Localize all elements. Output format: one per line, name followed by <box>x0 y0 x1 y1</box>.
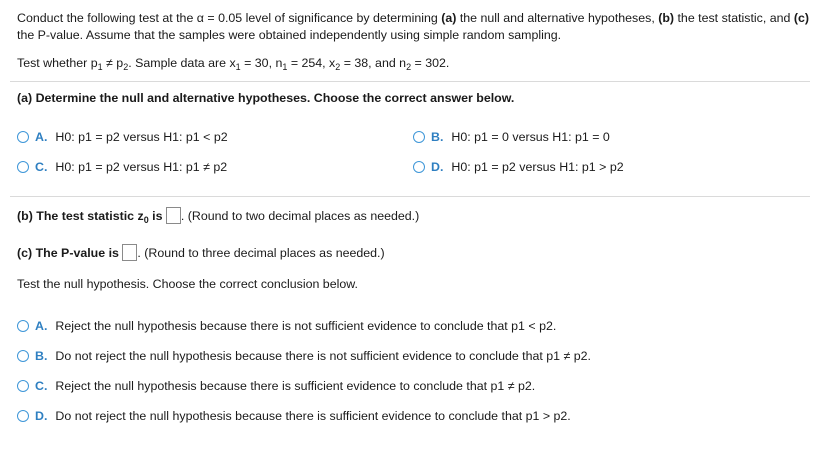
subscript: 2 <box>123 62 129 72</box>
hypothesis-option-a[interactable] <box>17 130 228 144</box>
option-letter: D. <box>35 409 48 423</box>
hypothesis-option-c[interactable] <box>17 160 227 174</box>
option-text: H0: p1 = 0 versus H1: p1 = 0 <box>451 130 610 144</box>
radio-button-unselected-icon[interactable] <box>17 161 29 173</box>
intro-text-4: the test statistic, and <box>674 11 794 25</box>
conclusion-option-b[interactable] <box>17 349 591 363</box>
hypothesis-option-d[interactable] <box>413 160 624 174</box>
part-b-question <box>17 207 419 224</box>
part-c-hint: . (Round to three decimal places as needed.) <box>137 246 385 260</box>
option-text: Do not reject the null hypothesis because there is sufficient evidence to conclude that p1 > p2. <box>55 409 571 423</box>
part-b-hint: . (Round to two decimal places as needed.) <box>180 209 420 223</box>
part-c-label: (c) The P-value is <box>17 246 123 260</box>
radio-button-unselected-icon[interactable] <box>17 410 29 422</box>
option-letter: C. <box>35 379 48 393</box>
sample-n2: = 302. <box>411 56 450 70</box>
alpha-value: α = 0.05 <box>196 11 243 25</box>
option-letter: C. <box>35 160 48 174</box>
radio-button-unselected-icon[interactable] <box>17 131 29 143</box>
conclusion-option-a[interactable] <box>17 319 556 333</box>
option-text: H0: p1 = p2 versus H1: p1 > p2 <box>451 160 624 174</box>
radio-button-unselected-icon[interactable] <box>17 320 29 332</box>
radio-button-unselected-icon[interactable] <box>17 380 29 392</box>
section-divider <box>10 196 810 197</box>
conclusion-prompt: Test the null hypothesis. Choose the correct conclusion below. <box>17 277 358 291</box>
conclusion-option-d[interactable] <box>17 409 571 423</box>
p-value-input[interactable] <box>122 244 137 261</box>
intro-part-c: (c) <box>793 11 810 25</box>
radio-button-unselected-icon[interactable] <box>413 131 425 143</box>
sample-text: ≠ p <box>102 56 124 70</box>
option-letter: D. <box>431 160 444 174</box>
option-letter: A. <box>35 130 48 144</box>
option-text: Reject the null hypothesis because there is sufficient evidence to conclude that p1 ≠ p2. <box>55 379 536 393</box>
radio-button-unselected-icon[interactable] <box>17 350 29 362</box>
intro-text-3: the null and alternative hypotheses, <box>456 11 659 25</box>
option-text: H0: p1 = p2 versus H1: p1 ≠ p2 <box>55 160 228 174</box>
subscript: 1 <box>235 62 241 72</box>
option-letter: B. <box>35 349 48 363</box>
subscript: 1 <box>97 62 103 72</box>
problem-instructions <box>17 10 812 44</box>
sample-x1: = 30, n <box>240 56 283 70</box>
section-divider <box>10 81 810 82</box>
sample-n1: = 254, x <box>287 56 336 70</box>
sample-text: . Sample data are x <box>128 56 236 70</box>
intro-part-b: (b) <box>658 11 675 25</box>
intro-part-a: (a) <box>441 11 457 25</box>
option-text: Reject the null hypothesis because there is not sufficient evidence to conclude that p1 < p2. <box>55 319 557 333</box>
part-b-label: (b) The test statistic z <box>17 209 144 223</box>
option-letter: A. <box>35 319 48 333</box>
intro-text-1: Conduct the following test at the <box>17 11 197 25</box>
intro-text-2: level of significance by determining <box>242 11 442 25</box>
option-letter: B. <box>431 130 444 144</box>
option-text: H0: p1 = p2 versus H1: p1 < p2 <box>55 130 228 144</box>
part-a-prompt: (a) Determine the null and alternative hypotheses. Choose the correct answer below. <box>17 91 515 105</box>
sample-data-statement <box>17 56 449 70</box>
subscript: 0 <box>143 215 149 225</box>
test-statistic-input[interactable] <box>166 207 181 224</box>
sample-text: Test whether p <box>17 56 98 70</box>
part-c-question <box>17 244 385 261</box>
subscript: 2 <box>406 62 412 72</box>
option-text: Do not reject the null hypothesis because there is not sufficient evidence to conclude that p1 ≠ p2. <box>55 349 591 363</box>
part-b-label: is <box>148 209 166 223</box>
radio-button-unselected-icon[interactable] <box>413 161 425 173</box>
conclusion-option-c[interactable] <box>17 379 535 393</box>
sample-x2: = 38, and n <box>340 56 407 70</box>
hypothesis-option-b[interactable] <box>413 130 610 144</box>
subscript: 2 <box>335 62 341 72</box>
intro-text-5: the P-value. Assume that the samples were obtained independently using simple random sampling. <box>17 28 562 42</box>
subscript: 1 <box>282 62 288 72</box>
